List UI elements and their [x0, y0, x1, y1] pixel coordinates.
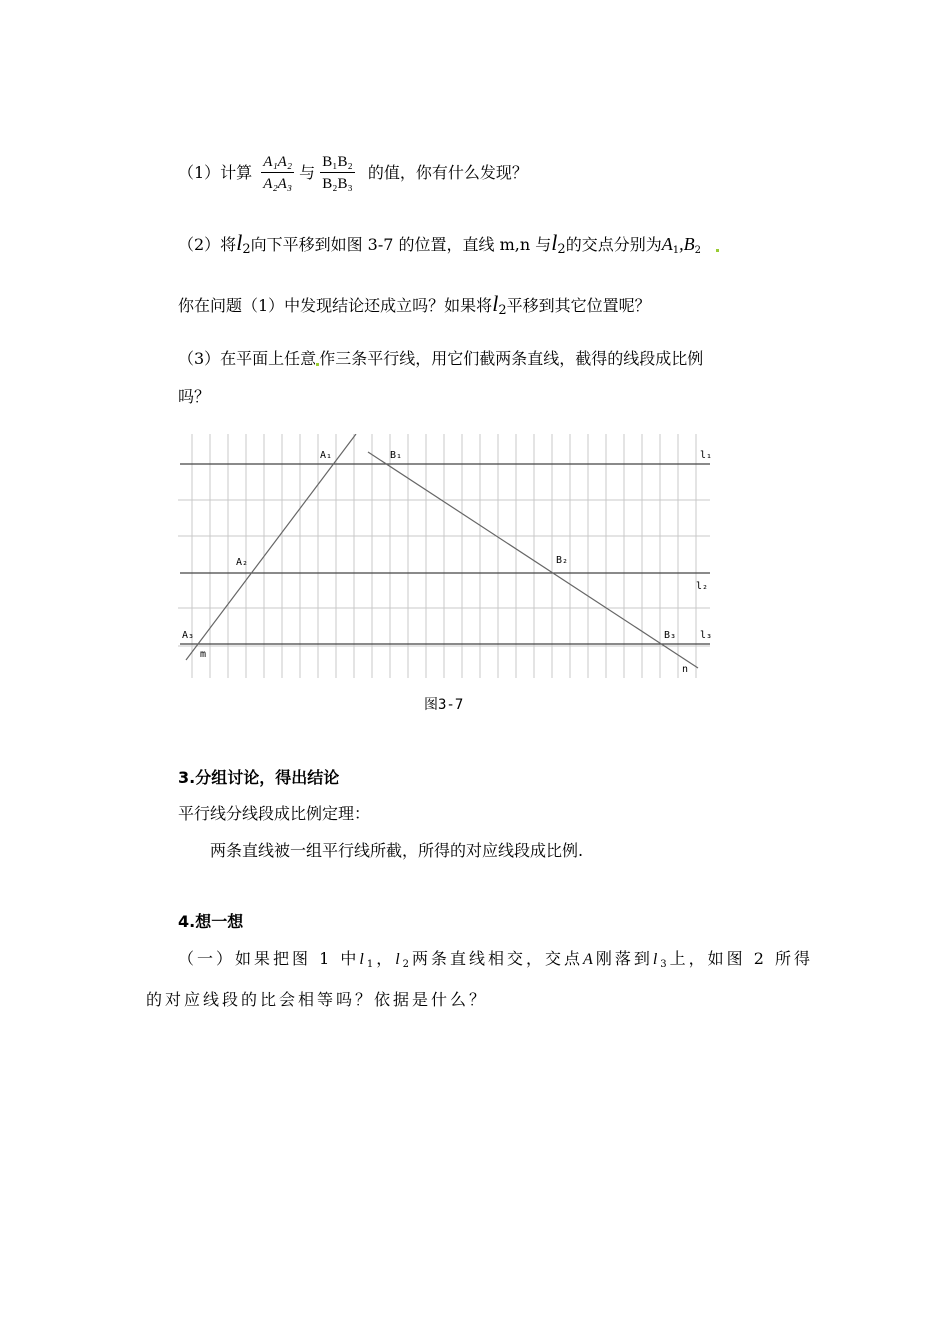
q3-line1b: 作三条平行线，用它们截两条直线，截得的线段成比例 [319, 349, 704, 368]
l2-subscript: 2 [242, 242, 251, 257]
line-m [186, 434, 356, 660]
label-l3: l₃ [700, 630, 713, 641]
s4-point-a: A [583, 951, 596, 968]
question-3-line2: 吗？ [178, 387, 211, 406]
s4-l1: l [359, 951, 367, 968]
q2-part3: 的交点分别为 [565, 235, 662, 254]
label-n: n [682, 664, 689, 675]
point-b2-sub: 2 [694, 245, 701, 256]
question-1 [178, 152, 528, 195]
point-a1: A [661, 234, 673, 254]
s4-l3: l [652, 951, 661, 968]
s4-part-d: 刚落到 [595, 949, 653, 968]
question-2-followup [178, 293, 651, 317]
s4-part-b: ， [376, 949, 396, 968]
l2-symbol: l [236, 230, 243, 255]
line-n [368, 452, 698, 668]
theorem-title: 平行线分线段成比例定理： [178, 804, 371, 823]
section-4-line1 [178, 951, 813, 970]
fraction-b-numerator: B₁B₂ [320, 152, 354, 173]
l2-subscript-second: 2 [557, 242, 566, 257]
fraction-a [261, 152, 294, 195]
label-l1: l₁ [700, 450, 713, 461]
question-2 [178, 232, 719, 256]
l2-symbol-second: l [551, 230, 558, 255]
transversals [186, 434, 698, 668]
label-a2: A₂ [236, 557, 249, 568]
q2-part2: 向下平移到如图 3-7 的位置，直线 m,n 与 [250, 235, 552, 254]
q2b-part1: 你在问题（1）中发现结论还成立吗？如果将 [178, 296, 493, 315]
parallel-lines [180, 464, 713, 644]
figure-labels [182, 450, 712, 675]
q2-part1: （2）将 [178, 235, 237, 254]
fraction-b [320, 152, 354, 195]
l2-subscript-third: 2 [498, 303, 507, 318]
theorem-body: 两条直线被一组平行线所截，所得的对应线段成比例. [210, 841, 584, 860]
q2b-part2: 平移到其它位置呢？ [506, 296, 651, 315]
q3-line1a: （3）在平面上任意 [178, 349, 317, 368]
figure-caption: 图3-7 [424, 697, 464, 713]
label-a3: A₃ [182, 630, 195, 641]
section-4-line2: 的对应线段的比会相等吗？依据是什么？ [146, 990, 489, 1009]
label-b3: B₃ [664, 630, 677, 641]
point-a1-sub: 1 [672, 245, 680, 256]
s4-part-c: 两条直线相交，交点 [412, 949, 584, 968]
q1-prefix: （1）计算 [178, 163, 253, 182]
label-l2: l₂ [696, 581, 709, 592]
l2-symbol-third: l [492, 291, 499, 316]
s4-l2-sub: 2 [402, 959, 413, 970]
label-b2: B₂ [556, 555, 569, 566]
s4-l1-sub: 1 [366, 959, 377, 970]
s4-part-a: （一）如果把图 1 中 [178, 949, 360, 968]
s4-part-e: 上，如图 2 所得 [669, 949, 814, 968]
fraction-b-denominator: B₂B₃ [322, 176, 353, 192]
q1-suffix: 的值，你有什么发现？ [367, 163, 528, 182]
fraction-a-numerator: A₁A₂ [261, 152, 294, 173]
question-3-line1 [178, 351, 703, 367]
point-b2: ,B [679, 234, 695, 254]
s4-l2: l [395, 951, 403, 968]
label-a1: A₁ [320, 450, 333, 461]
label-m: m [200, 649, 207, 660]
accent-dot [716, 249, 719, 252]
fraction-a-denominator: A₂A₃ [263, 176, 293, 192]
figure-3-7 [178, 434, 718, 682]
section-3-heading: 3.分组讨论，得出结论 [178, 768, 340, 787]
grid [178, 434, 713, 678]
section-4-heading: 4.想一想 [178, 912, 244, 931]
label-b1: B₁ [390, 450, 403, 461]
q1-connector: 与 [299, 163, 316, 182]
s4-l3-sub: 3 [660, 959, 670, 970]
